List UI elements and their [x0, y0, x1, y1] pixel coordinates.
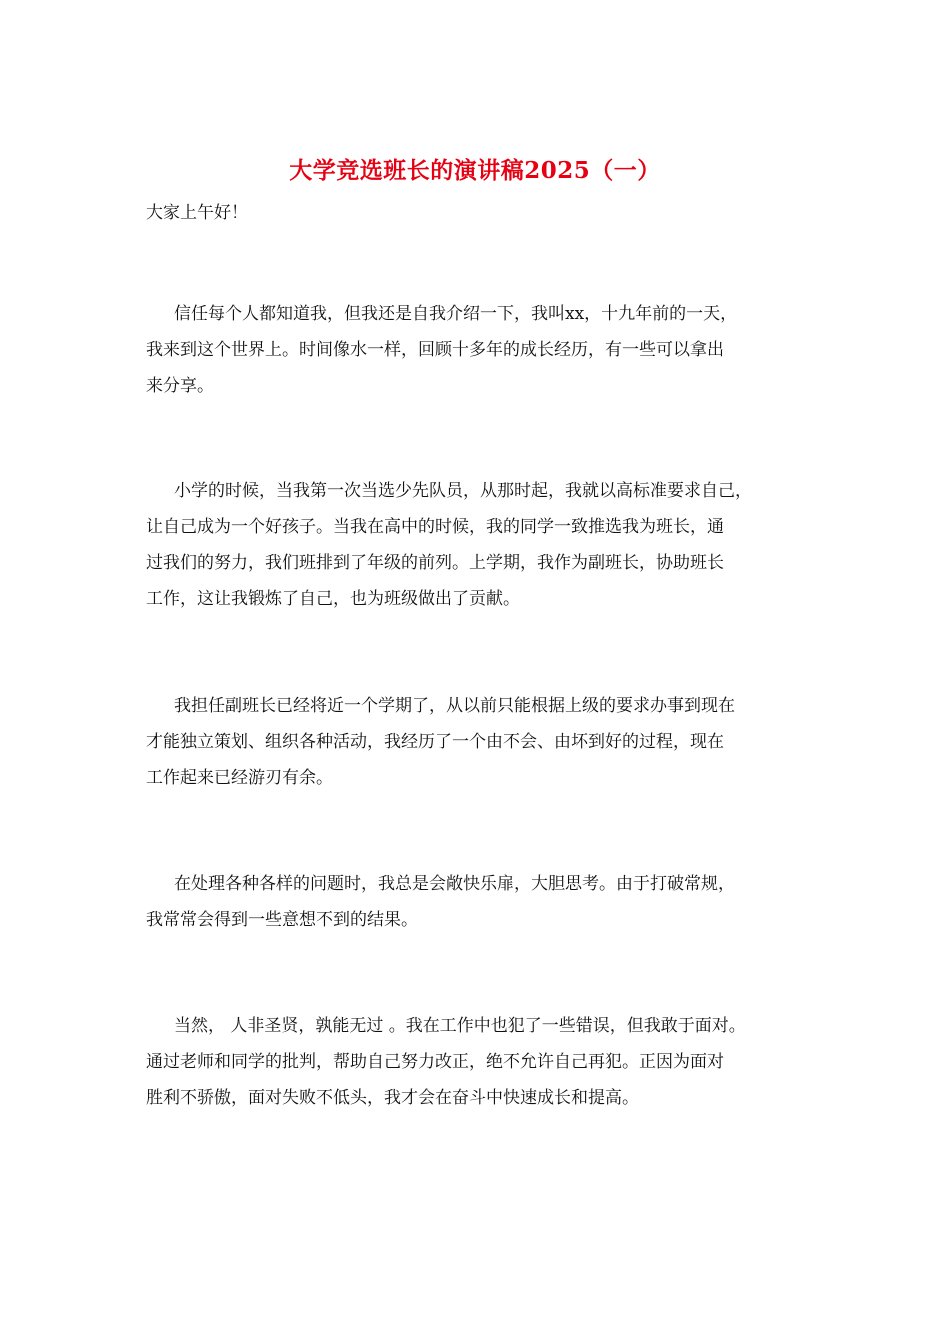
paragraph-line: 信任每个人都知道我，但我还是自我介绍一下，我叫xx，十九年前的一天， — [174, 304, 738, 324]
paragraph-4 — [146, 866, 816, 938]
paragraph-line: 在处理各种各样的问题时，我总是会敞快乐扉，大胆思考。由于打破常规， — [174, 874, 735, 894]
paragraph-line: 通过老师和同学的批判，帮助自己努力改正，绝不允许自己再犯。正因为面对 — [146, 1052, 724, 1072]
paragraph-line: 胜利不骄傲，面对失败不低头，我才会在奋斗中快速成长和提高。 — [146, 1088, 639, 1108]
paragraph-line: 让自己成为一个好孩子。当我在高中的时候，我的同学一致推选我为班长，通 — [146, 517, 724, 537]
paragraph-line: 过我们的努力，我们班排到了年级的前列。上学期，我作为副班长，协助班长 — [146, 553, 724, 573]
paragraph-5 — [146, 1008, 816, 1116]
paragraph-line: 我常常会得到一些意想不到的结果。 — [146, 910, 418, 930]
paragraph-line: 工作，这让我锻炼了自己，也为班级做出了贡献。 — [146, 589, 520, 609]
paragraph-line: 当然， 人非圣贤，孰能无过 。我在工作中也犯了一些错误，但我敢于面对。 — [174, 1016, 746, 1036]
paragraph-1 — [146, 296, 816, 404]
paragraph-line: 我来到这个世界上。时间像水一样，回顾十多年的成长经历，有一些可以拿出 — [146, 340, 724, 360]
paragraph-3 — [146, 688, 816, 796]
greeting: 大家上午好！ — [146, 203, 248, 223]
paragraph-line: 才能独立策划、组织各种活动，我经历了一个由不会、由坏到好的过程，现在 — [146, 732, 724, 752]
paragraph-2 — [146, 473, 816, 617]
document-title: 大学竞选班长的演讲稿2025（一） — [289, 157, 661, 184]
paragraph-line: 来分享。 — [146, 376, 214, 396]
paragraph-line: 我担任副班长已经将近一个学期了，从以前只能根据上级的要求办事到现在 — [174, 696, 735, 716]
paragraph-line: 工作起来已经游刃有余。 — [146, 768, 333, 788]
paragraph-line: 小学的时候，当我第一次当选少先队员，从那时起，我就以高标准要求自己， — [174, 481, 752, 501]
